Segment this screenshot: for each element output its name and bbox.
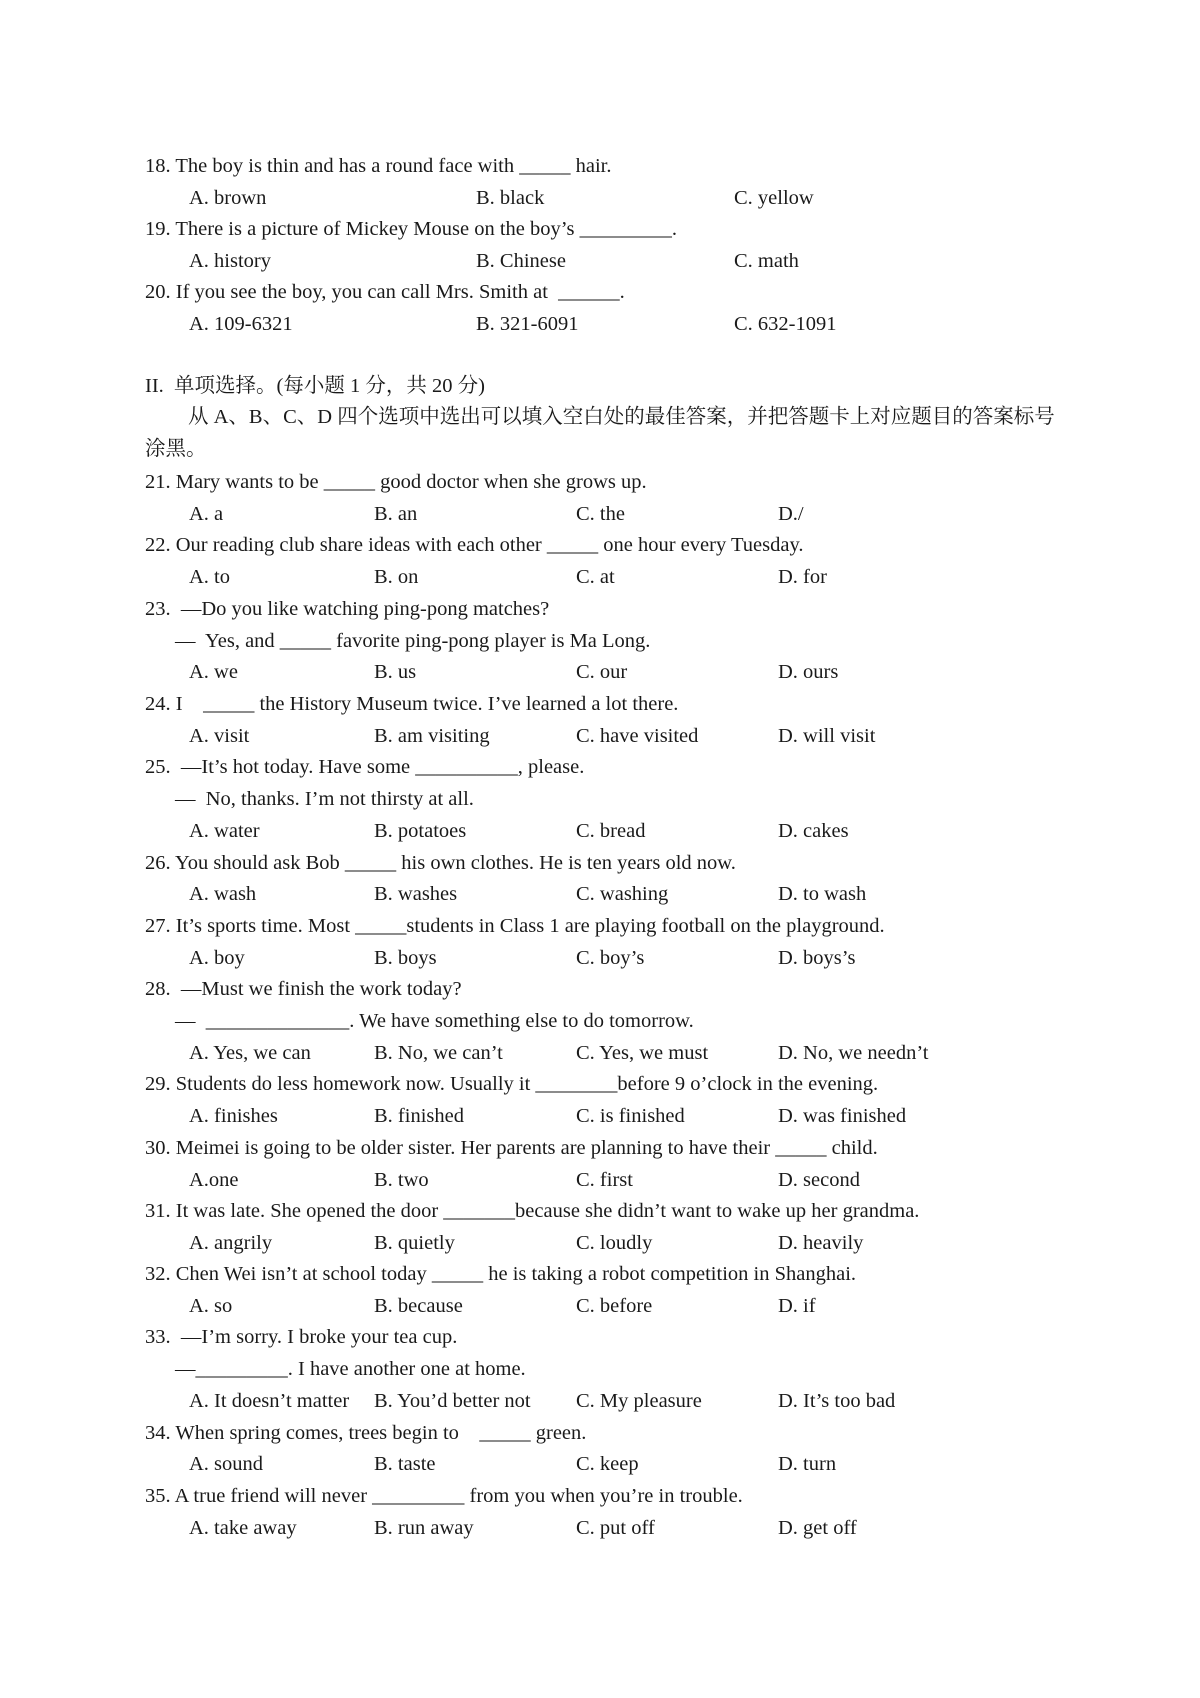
question-21-option-b: B. an bbox=[374, 503, 418, 525]
question-34-option-b: B. taste bbox=[374, 1453, 436, 1475]
question-33-option-b: B. You’d better not bbox=[374, 1390, 531, 1412]
question-21-stem: 21. Mary wants to be _____ good doctor when she grows up. bbox=[145, 471, 647, 493]
question-27-stem: 27. It’s sports time. Most _____students in Class 1 are playing football on the playground. bbox=[145, 915, 885, 937]
question-22-option-c: C. at bbox=[576, 566, 615, 588]
question-19-option-c: C. math bbox=[734, 250, 799, 272]
question-28-option-b: B. No, we can’t bbox=[374, 1042, 503, 1064]
question-33-option-c: C. My pleasure bbox=[576, 1390, 702, 1412]
question-23-dialog: — Yes, and _____ favorite ping-pong player is Ma Long. bbox=[175, 630, 651, 652]
question-31-option-a: A. angrily bbox=[189, 1232, 273, 1254]
question-27-option-a: A. boy bbox=[189, 947, 245, 969]
question-35-option-c: C. put off bbox=[576, 1517, 655, 1539]
question-27-option-c: C. boy’s bbox=[576, 947, 645, 969]
question-25-option-a: A. water bbox=[189, 820, 260, 842]
question-18-option-a: A. brown bbox=[189, 187, 267, 209]
question-30-option-a: A.one bbox=[189, 1169, 239, 1191]
question-21-option-c: C. the bbox=[576, 503, 625, 525]
question-22-stem: 22. Our reading club share ideas with each other _____ one hour every Tuesday. bbox=[145, 534, 804, 556]
question-27-option-d: D. boys’s bbox=[778, 947, 856, 969]
section-2-heading: II. 单项选择。(每小题 1 分，共 20 分) bbox=[145, 375, 485, 397]
question-23-option-a: A. we bbox=[189, 661, 238, 683]
question-20-option-b: B. 321-6091 bbox=[476, 313, 579, 335]
question-24-option-c: C. have visited bbox=[576, 725, 699, 747]
question-23-option-d: D. ours bbox=[778, 661, 839, 683]
question-28-option-d: D. No, we needn’t bbox=[778, 1042, 929, 1064]
question-34-stem: 34. When spring comes, trees begin to _____ green. bbox=[145, 1422, 587, 1444]
question-22-option-a: A. to bbox=[189, 566, 230, 588]
question-35-stem: 35. A true friend will never _________ from you when you’re in trouble. bbox=[145, 1485, 743, 1507]
question-32-option-a: A. so bbox=[189, 1295, 233, 1317]
question-20-option-a: A. 109-6321 bbox=[189, 313, 293, 335]
question-29-option-b: B. finished bbox=[374, 1105, 464, 1127]
question-34-option-a: A. sound bbox=[189, 1453, 264, 1475]
question-27-option-b: B. boys bbox=[374, 947, 437, 969]
question-26-option-d: D. to wash bbox=[778, 883, 867, 905]
question-30-option-c: C. first bbox=[576, 1169, 633, 1191]
question-29-option-d: D. was finished bbox=[778, 1105, 907, 1127]
question-28-dialog: — ______________. We have something else to do tomorrow. bbox=[175, 1010, 694, 1032]
question-19-stem: 19. There is a picture of Mickey Mouse on the boy’s _________. bbox=[145, 218, 677, 240]
section-2-instruction: 从 A、B、C、D 四个选项中选出可以填入空白处的最佳答案，并把答题卡上对应题目的答案标号涂黑。 bbox=[145, 406, 1055, 460]
question-24-option-a: A. visit bbox=[189, 725, 250, 747]
question-19-option-b: B. Chinese bbox=[476, 250, 566, 272]
question-30-option-b: B. two bbox=[374, 1169, 429, 1191]
question-34-option-d: D. turn bbox=[778, 1453, 837, 1475]
question-29-option-c: C. is finished bbox=[576, 1105, 685, 1127]
question-29-option-a: A. finishes bbox=[189, 1105, 278, 1127]
question-28-option-c: C. Yes, we must bbox=[576, 1042, 709, 1064]
question-31-option-d: D. heavily bbox=[778, 1232, 864, 1254]
question-23-option-b: B. us bbox=[374, 661, 417, 683]
question-32-option-d: D. if bbox=[778, 1295, 816, 1317]
question-35-option-d: D. get off bbox=[778, 1517, 857, 1539]
question-35-option-a: A. take away bbox=[189, 1517, 297, 1539]
question-21-option-d: D./ bbox=[778, 503, 804, 525]
question-30-option-d: D. second bbox=[778, 1169, 860, 1191]
question-32-stem: 32. Chen Wei isn’t at school today _____ he is taking a robot competition in Shanghai. bbox=[145, 1263, 857, 1285]
question-23-option-c: C. our bbox=[576, 661, 628, 683]
question-35-option-b: B. run away bbox=[374, 1517, 474, 1539]
question-18-stem: 18. The boy is thin and has a round face with _____ hair. bbox=[145, 155, 612, 177]
question-31-option-b: B. quietly bbox=[374, 1232, 455, 1254]
question-32-option-c: C. before bbox=[576, 1295, 653, 1317]
question-25-dialog: — No, thanks. I’m not thirsty at all. bbox=[175, 788, 474, 810]
question-24-option-d: D. will visit bbox=[778, 725, 876, 747]
question-21-option-a: A. a bbox=[189, 503, 224, 525]
question-31-option-c: C. loudly bbox=[576, 1232, 653, 1254]
question-25-option-d: D. cakes bbox=[778, 820, 849, 842]
question-33-option-a: A. It doesn’t matter bbox=[189, 1390, 350, 1412]
question-28-stem: 28. —Must we finish the work today? bbox=[145, 978, 462, 1000]
question-31-stem: 31. It was late. She opened the door _______because she didn’t want to wake up her grandma. bbox=[145, 1200, 920, 1222]
question-26-option-c: C. washing bbox=[576, 883, 669, 905]
question-20-option-c: C. 632-1091 bbox=[734, 313, 837, 335]
question-20-stem: 20. If you see the boy, you can call Mrs. Smith at ______. bbox=[145, 281, 625, 303]
question-25-option-c: C. bread bbox=[576, 820, 646, 842]
question-29-stem: 29. Students do less homework now. Usually it ________before 9 o’clock in the evening. bbox=[145, 1073, 879, 1095]
question-33-option-d: D. It’s too bad bbox=[778, 1390, 896, 1412]
question-33-dialog: —_________. I have another one at home. bbox=[175, 1358, 526, 1380]
question-26-option-b: B. washes bbox=[374, 883, 458, 905]
question-25-option-b: B. potatoes bbox=[374, 820, 467, 842]
question-18-option-c: C. yellow bbox=[734, 187, 814, 209]
question-24-stem: 24. I _____ the History Museum twice. I’ve learned a lot there. bbox=[145, 693, 679, 715]
question-23-stem: 23. —Do you like watching ping-pong matches? bbox=[145, 598, 550, 620]
question-30-stem: 30. Meimei is going to be older sister. Her parents are planning to have their _____ child. bbox=[145, 1137, 878, 1159]
question-22-option-b: B. on bbox=[374, 566, 419, 588]
question-34-option-c: C. keep bbox=[576, 1453, 639, 1475]
question-24-option-b: B. am visiting bbox=[374, 725, 490, 747]
question-33-stem: 33. —I’m sorry. I broke your tea cup. bbox=[145, 1326, 458, 1348]
question-25-stem: 25. —It’s hot today. Have some __________, please. bbox=[145, 756, 585, 778]
question-19-option-a: A. history bbox=[189, 250, 271, 272]
question-22-option-d: D. for bbox=[778, 566, 827, 588]
question-28-option-a: A. Yes, we can bbox=[189, 1042, 311, 1064]
question-32-option-b: B. because bbox=[374, 1295, 463, 1317]
question-26-stem: 26. You should ask Bob _____ his own clothes. He is ten years old now. bbox=[145, 852, 736, 874]
question-26-option-a: A. wash bbox=[189, 883, 257, 905]
question-18-option-b: B. black bbox=[476, 187, 545, 209]
